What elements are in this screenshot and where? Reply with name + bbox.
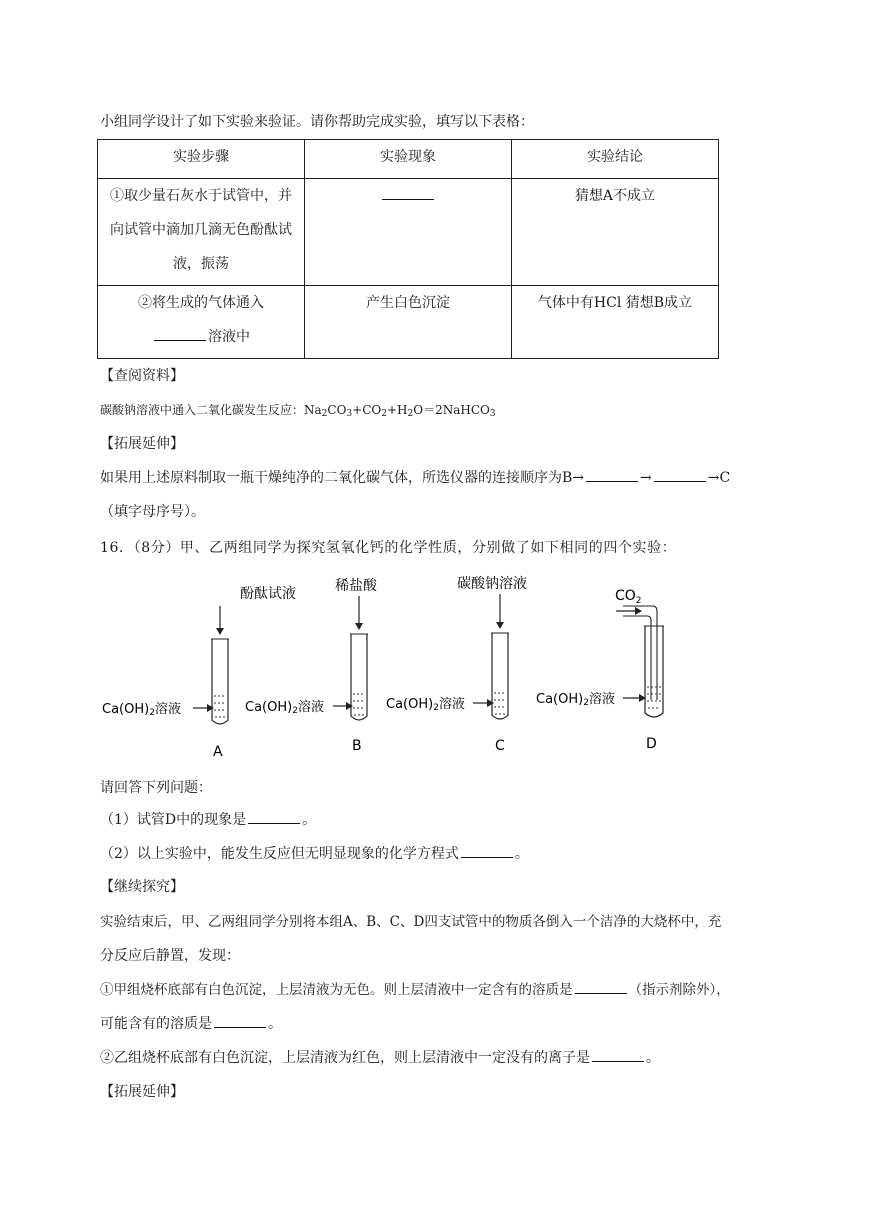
cont-line2: 分反应后静置，发现： [100, 948, 240, 964]
liquid-c [494, 693, 506, 714]
step1-line3: 液，振荡 [173, 256, 229, 272]
test-tube-d [645, 626, 663, 717]
step2-blank[interactable] [154, 339, 206, 341]
test-tube-b [351, 634, 367, 720]
table-row [98, 179, 719, 286]
cont-line1: 实验结束后，甲、乙两组同学分别将本组A、B、C、D四支试管中的物质各倒入一个洁净的大烧杯中，充 [100, 914, 722, 930]
order-blank-2[interactable] [654, 480, 706, 482]
question-16: 16．（8分）甲、乙两组同学为探究氢氧化钙的化学性质，分别做了如下相同的四个实验： [100, 540, 677, 556]
ext-heading-2: 【拓展延伸】 [100, 1084, 184, 1100]
item-2: ②乙组烧杯底部有白色沉淀，上层清液为红色，则上层清液中一定没有的离子是 。 [100, 1050, 660, 1066]
gas-delivery-tube [623, 606, 657, 700]
question-1: （1）试管D中的现象是 。 [100, 812, 317, 828]
intro-text: 小组同学设计了如下实验来验证。请你帮助完成实验，填写以下表格： [100, 114, 534, 130]
header-steps: 实验步骤 [173, 149, 229, 165]
item-1: ①甲组烧杯底部有白色沉淀，上层清液为无色。则上层清液中一定含有的溶质是 （指示剂除外）， [100, 982, 730, 998]
reagent-label-b: 稀盐酸 [335, 578, 377, 594]
item-1b: 可能含有的溶质是 。 [100, 1016, 282, 1032]
tube-b-group [245, 577, 378, 754]
ref-heading: 【查阅资料】 [100, 368, 184, 384]
table-row [98, 286, 719, 359]
caoh-label-b: Ca(OH)2溶液 [245, 700, 324, 716]
step2-line2: 溶液中 [208, 329, 250, 345]
arrow-c-head [496, 622, 504, 629]
item1-blank[interactable] [575, 992, 627, 994]
caoh-label-a: Ca(OH)2溶液 [102, 702, 181, 718]
question-2: （2）以上实验中，能发生反应但无明显现象的化学方程式 。 [100, 846, 529, 862]
phenomenon1-blank[interactable] [305, 179, 511, 213]
table-header-row [98, 140, 719, 179]
item2-blank[interactable] [592, 1060, 644, 1062]
ext-line1: 如果用上述原料制取一瓶干燥纯净的二氧化碳气体，所选仪器的连接顺序为B→ → →C [100, 470, 731, 486]
liquid-a [214, 696, 226, 717]
cont-heading: 【继续探究】 [100, 879, 184, 895]
step2-line1: ②将生成的气体通入 [138, 295, 264, 311]
liquid-b [353, 694, 365, 715]
tube-label-a: A [213, 744, 223, 760]
header-phenomenon: 实验现象 [380, 149, 436, 165]
tube-label-d: D [646, 736, 657, 752]
conclusion1: 猜想A不成立 [574, 188, 656, 204]
tube-c-group [386, 575, 527, 754]
liquid-d [647, 687, 661, 708]
answer-prompt: 请回答下列问题： [100, 780, 212, 796]
ext-line2: （填字母序号）。 [100, 504, 205, 520]
test-tube-a [212, 639, 228, 724]
tube-label-b: B [352, 738, 362, 754]
tube-a-group [102, 585, 296, 760]
test-tube-c [492, 633, 508, 719]
reagent-label-c: 碳酸钠溶液 [457, 576, 527, 592]
arrow-a-head [216, 628, 224, 635]
tube-d-group [536, 588, 664, 752]
reagent-label-a: 酚酞试液 [240, 586, 296, 602]
q1-blank[interactable] [248, 822, 300, 824]
q2-blank[interactable] [461, 856, 513, 858]
phenomenon2: 产生白色沉淀 [366, 295, 450, 311]
reference-equation: 碳酸钠溶液中通入二氧化碳发生反应：$Na_2CO_3+CO_2+H_2O=2NaHCO_3$ [100, 403, 496, 419]
step1-line1: ①取少量石灰水于试管中，并 [110, 188, 292, 204]
co2-label: $CO_2$ [615, 588, 642, 606]
step1-line2: 向试管中滴加几滴无色酚酞试 [110, 222, 292, 238]
item1b-blank[interactable] [214, 1026, 266, 1028]
arrow-b-head [355, 623, 363, 630]
tube-label-c: C [495, 738, 505, 754]
ext-heading: 【拓展延伸】 [100, 436, 184, 452]
header-conclusion: 实验结论 [587, 149, 643, 165]
order-blank-1[interactable] [586, 480, 638, 482]
experiment-table [97, 139, 719, 359]
test-tube-figure [95, 572, 715, 764]
conclusion2: 气体中有HCl 猜想B成立 [537, 295, 693, 311]
caoh-label-c: Ca(OH)2溶液 [386, 697, 465, 713]
caoh-label-d: Ca(OH)2溶液 [536, 692, 615, 708]
